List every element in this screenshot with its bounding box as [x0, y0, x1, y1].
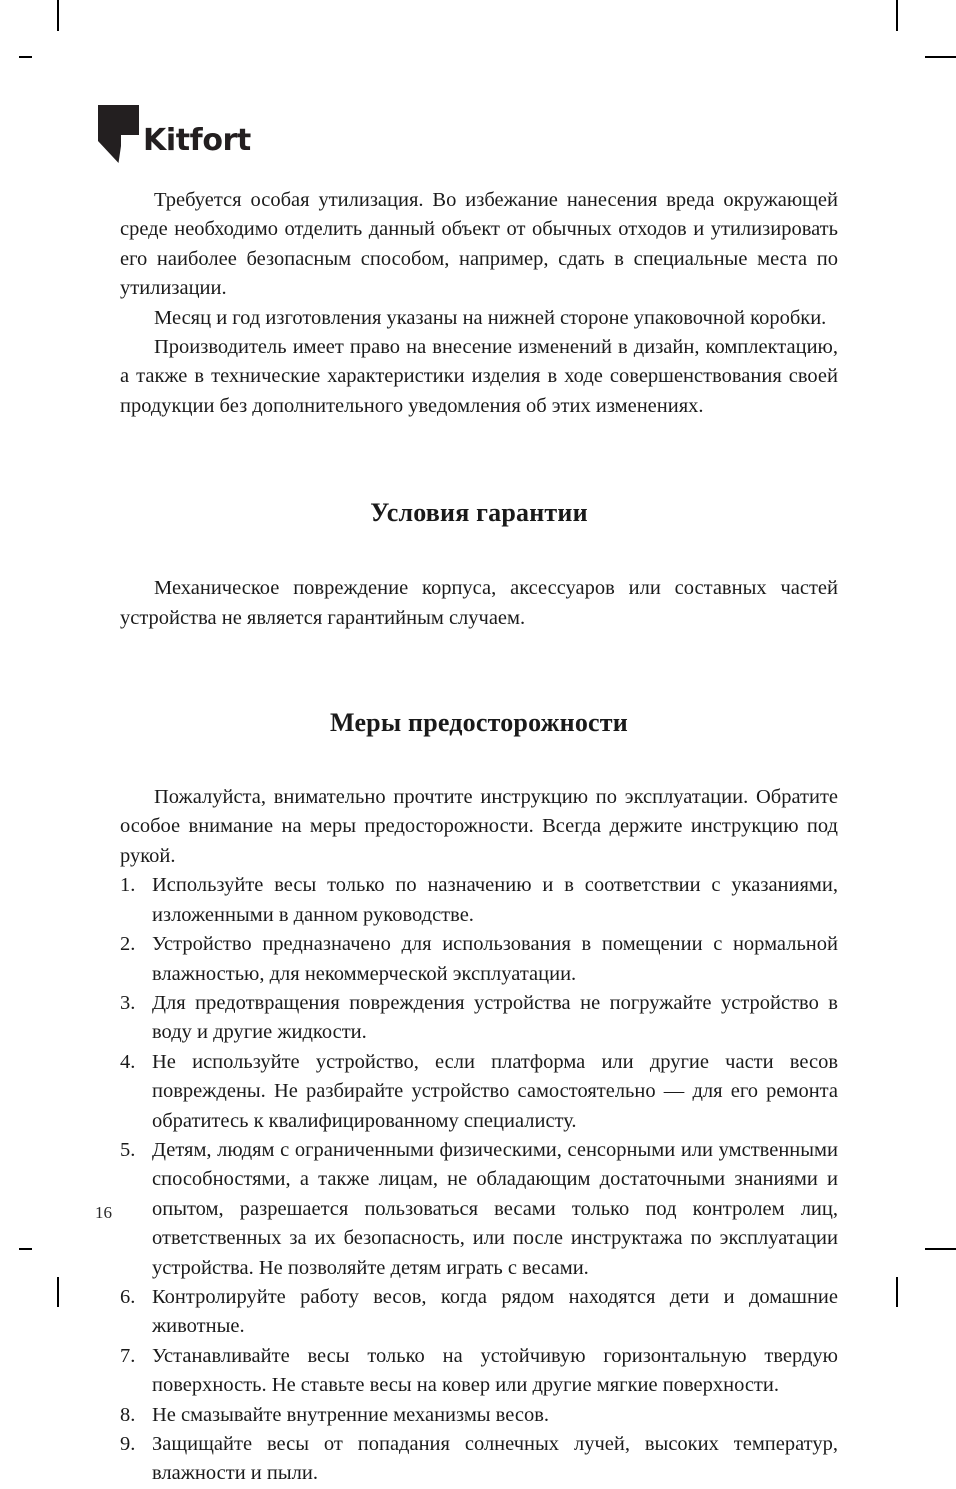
crop-mark-top-left-horizontal — [19, 56, 32, 58]
page-number: 16 — [95, 1203, 112, 1222]
warranty-heading: Условия гарантии — [370, 498, 588, 528]
warranty-paragraph: Механическое повреждение корпуса, аксессуаров или составных частей устройства не является гарантийным случаем. — [120, 577, 838, 629]
list-item: Не смазывайте внутренние механизмы весов. — [152, 1403, 550, 1426]
list-item: Используйте весы только по назначению и в соответствии с указаниями, изложенными в данном руководстве. — [152, 874, 838, 926]
brand-logo — [98, 101, 251, 163]
crop-mark-bottom-right-vertical — [896, 1277, 898, 1307]
list-item: Не используйте устройство, если платформа или другие части весов повреждены. Не разбирайте устройство самостоятельно — для его ремонта обратитесь к квалифицированному специалисту. — [152, 1050, 838, 1132]
list-item: Устройство предназначено для использования в помещении с нормальной влажностью, для некоммерческой эксплуатации. — [152, 933, 838, 985]
crop-mark-bottom-right-horizontal — [925, 1248, 956, 1250]
intro-paragraph-2: Месяц и год изготовления указаны на нижней стороне упаковочной коробки. — [154, 306, 827, 329]
brand-name: Kitfort — [143, 123, 251, 158]
crop-mark-top-right-vertical — [896, 0, 898, 31]
spacer-after-safety-heading — [120, 739, 838, 783]
crop-mark-bottom-left-horizontal — [19, 1248, 32, 1250]
list-item: Детям, людям с ограниченными физическими, сенсорными или умственными способностями, а также лицам, не обладающим достаточными знаниями и опытом, разрешается пользоваться весами только под контролем лиц, ответственных за их безопасность, или после инструктажа по эксплуатации устройства. Не позволяйте детям играть с весами. — [152, 1138, 838, 1279]
list-item: Устанавливайте весы только на устойчивую горизонтальную твердую поверхность. Не ставьте весы на ковер или другие мягкие поверхности. — [152, 1344, 838, 1397]
spacer-before-safety-heading — [120, 633, 838, 707]
page-content — [120, 186, 838, 1489]
spacer-before-warranty-heading — [120, 421, 838, 497]
flag-pennant-icon — [98, 105, 140, 163]
list-item: Контролируйте работу весов, когда рядом находятся дети и домашние животные. — [152, 1285, 838, 1338]
safety-rules-list — [120, 871, 838, 1489]
safety-heading: Меры предосторожности — [330, 708, 628, 738]
list-item: Для предотвращения повреждения устройства не погружайте устройство в воду и другие жидкости. — [152, 991, 838, 1044]
crop-mark-top-right-horizontal — [925, 56, 956, 58]
crop-mark-top-left-vertical — [57, 0, 59, 31]
intro-paragraph-3: Производитель имеет право на внесение изменений в дизайн, комплектацию, а также в технические характеристики изделия в ходе совершенствования своей продукции без дополнительного уведомления об этих изменениях. — [120, 336, 838, 417]
safety-intro-paragraph: Пожалуйста, внимательно прочтите инструкцию по эксплуатации. Обратите особое внимание на меры предосторожности. Всегда держите инструкцию под рукой. — [120, 786, 838, 867]
list-item: Защищайте весы от попадания солнечных лучей, высоких температур, влажности и пыли. — [152, 1433, 838, 1485]
crop-mark-bottom-left-vertical — [57, 1277, 59, 1307]
intro-paragraph-1: Требуется особая утилизация. Во избежание нанесения вреда окружающей среде необходимо отделить данный объект от обычных отходов и утилизировать его наиболее безопасным способом, например, сдать в специальные места по утилизации. — [120, 189, 838, 300]
spacer-after-warranty-heading — [120, 529, 838, 574]
